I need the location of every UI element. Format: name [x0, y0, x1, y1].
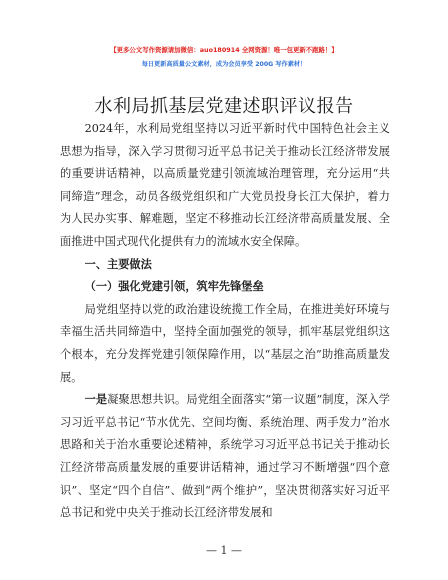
promo-banner-line1: 【更多公文写作资源请加微信：auo180914 全网资源！唯一包更新不跑路！】: [110, 46, 338, 54]
document-body: [60, 118, 390, 525]
intro-paragraph: 2024年，水利局党组坚持以习近平新时代中国特色社会主义思想为指导，深入学习贯彻习近平总书记关于推动长江经济带发展的重要讲话精神，以高质量党建引领流域治理管理，充分运用“共同缔造”理念，动员各级党组织和广大党员投身长江大保护，着力为人民办实事、解难题，坚定不移推动长江经济带高质量发展、全面推进中国式现代化提供有力的流域水安全保障。: [60, 122, 390, 248]
body-paragraph-lead: [60, 389, 390, 525]
subsection-heading: （一）强化党建引领，筑牢先锋堡垒: [84, 280, 264, 294]
paragraph-text: 凝聚思想共识。局党组全面落实“第一议题”制度，深入学习习近平总书记“节水优先、空间均衡、系统治理、两手发力”治水思路和关于治水重要论述精神，系统学习习近平总书记关于推动长江经济带高质量发展的重要讲话精神，通过学习不断增强“四个意识”、坚定“四个自信”、做到“两个维护”，坚决贯彻落实好习近平总书记和党中央关于推动长江经济带发展和: [60, 393, 390, 520]
section-heading: 一、主要做法: [84, 257, 152, 271]
page-number: — 1 —: [206, 544, 242, 557]
body-paragraph: 局党组坚持以党的政治建设统揽工作全局，在推进美好环境与幸福生活共同缔造中，坚持全面加强党的领导，抓牢基层党组织这个根本，充分发挥党建引领保障作用，以“基层之治”助推高质量发展。: [60, 302, 390, 384]
paragraph-lead-marker: 一是: [84, 393, 108, 407]
promo-banner-line2: 每日更新高质量公文素材，成为会员享受 200G 写作素材！: [141, 61, 307, 68]
document-title: 水利局抓基层党建述职评议报告: [94, 96, 354, 117]
